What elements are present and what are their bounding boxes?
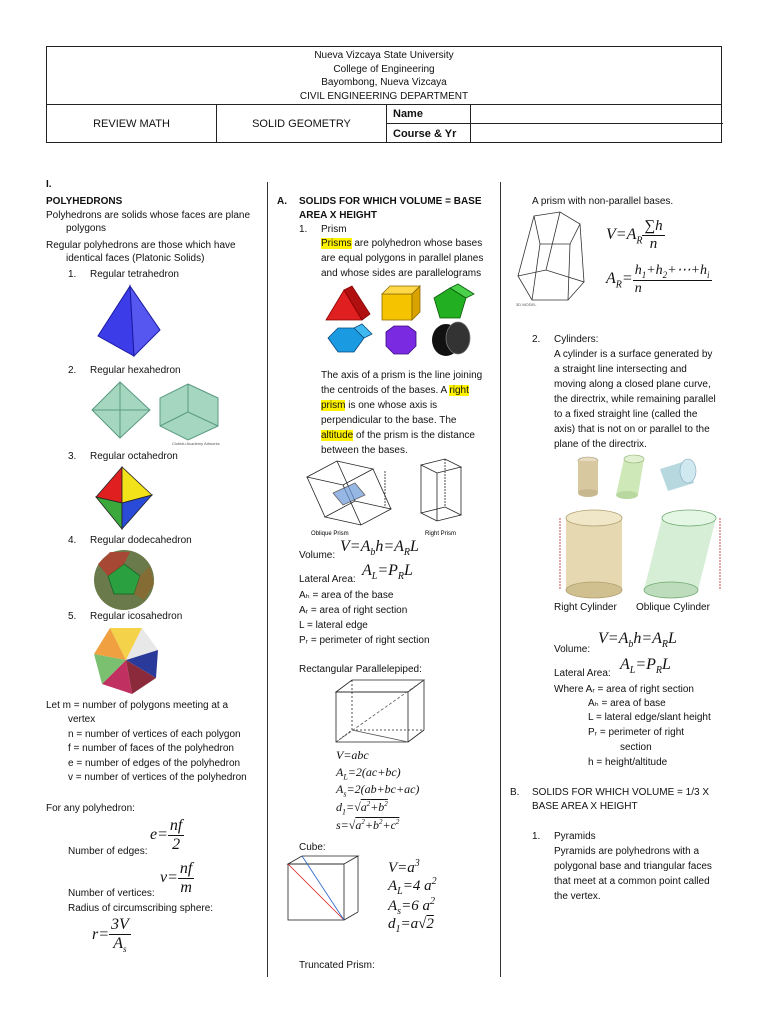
cube-lateral: $A_L=4$ $a^2$ — [388, 876, 437, 897]
cyl-line-7: plane of the directrix. — [554, 439, 647, 450]
parallelepiped-volume: V=abc — [336, 748, 369, 762]
cube-volume: $V=a^3$ — [388, 858, 420, 876]
nonparallel-title: A prism with non-parallel bases. — [532, 196, 674, 207]
lateral-area-label: Lateral Area: — [299, 574, 356, 585]
let-line-1: Let m = number of polygons meeting at a — [46, 700, 229, 711]
volume-label: Volume: — [299, 550, 336, 561]
prism-title: Prism — [321, 224, 347, 235]
cylinder-num: 2. — [532, 334, 541, 345]
cube-diagram — [282, 854, 368, 930]
edges-formula: e= $\frac{nf}{2}$ — [150, 817, 183, 853]
hexahedron-caption: Clobidu Academy Artworks — [172, 441, 220, 446]
tetrahedron-image — [96, 284, 162, 358]
def2-line1: Regular polyhedrons are those which have — [46, 240, 236, 251]
header-title-block — [47, 47, 721, 105]
section-b-title-2: BASE AREA X HEIGHT — [532, 801, 638, 812]
cyl-volume-label: Volume: — [554, 644, 591, 655]
let-line-4: f = number of faces of the polyhedron — [68, 743, 234, 754]
radius-formula: r= $\frac{3V}{A_s}$ — [92, 916, 129, 955]
nonparallel-prism-diagram — [510, 210, 596, 306]
dodecahedron-image — [90, 548, 158, 612]
pyramid-num: 1. — [532, 831, 541, 842]
def-lateral-edge: L = lateral edge — [299, 620, 368, 631]
where-line-5: section — [620, 742, 652, 753]
location: Bayombong, Nueva Vizcaya — [321, 77, 447, 88]
altitude-highlight: altitude — [321, 430, 354, 441]
section-roman: I. — [46, 179, 52, 190]
column-divider-2 — [500, 182, 501, 977]
prism-lateral-formula: $A_L=P_RL$ — [362, 562, 413, 583]
parallelepiped-surface: $A_s=2(ab+bc+ac)$ — [336, 782, 420, 799]
def1-line1: Polyhedrons are solids whose faces are plane — [46, 210, 251, 221]
pyr-line-3: that meet at a common point called — [554, 876, 710, 887]
where-line-2: Aₕ = area of base — [588, 698, 666, 709]
cube-surface: $A_s=6$ $a^2$ — [388, 896, 435, 917]
cube-diagonal: $d_1=a√2$ — [388, 916, 434, 935]
let-line-6: v = number of vertices of the polyhedron — [68, 772, 247, 783]
nonparallel-caption: 3D MODEL — [516, 302, 537, 306]
pyr-line-1: Pyramids are polyhedrons with a — [554, 846, 700, 857]
item-num-3: 3. — [68, 451, 77, 462]
axis-line1: The axis of a prism is the line joining — [321, 370, 483, 381]
pyr-line-4: the vertex. — [554, 891, 601, 902]
header-table — [46, 46, 722, 143]
item-label-hexahedron: Regular hexahedron — [90, 365, 181, 376]
course-label: Course & Yr — [387, 124, 471, 143]
section-a-title-1: SOLIDS FOR WHICH VOLUME = BASE — [299, 196, 482, 207]
name-field[interactable] — [471, 105, 723, 124]
item-label-tetrahedron: Regular tetrahedron — [90, 269, 179, 280]
name-label: Name — [387, 105, 471, 124]
octahedron-image — [92, 465, 156, 531]
prism-def-line3: and whose sides are parallelograms — [321, 268, 482, 279]
oblique-right-prism-diagram — [297, 457, 473, 539]
section-a-letter: A. — [277, 196, 287, 207]
right-prism-caption: Right Prism — [425, 531, 457, 537]
cube-title: Cube: — [299, 842, 326, 853]
cyl-line-6: axis) that is not on or parallel to the — [554, 424, 710, 435]
axis-line6: between the bases. — [321, 445, 408, 456]
axis-line3: prism is one whose axis is — [321, 400, 438, 411]
oblique-prism-caption: Oblique Prism — [311, 531, 349, 537]
pyr-line-2: polygonal base and triangular faces — [554, 861, 712, 872]
axis-line5: altitude of the prism is the distance — [321, 430, 475, 441]
subject-cell: REVIEW MATH — [47, 105, 217, 143]
cyl-lateral-label: Lateral Area: — [554, 668, 611, 679]
where-line-1: Where Aᵣ = area of right section — [554, 684, 694, 695]
parallelepiped-diagram — [332, 676, 436, 748]
parallelepiped-s: $s=√a^2+b^2+c^2$ — [336, 818, 400, 832]
def-base-area: Aₕ = area of the base — [299, 590, 394, 601]
cylinder-title: Cylinders: — [554, 334, 599, 345]
right-oblique-cylinder-diagram — [556, 504, 726, 600]
item-label-dodecahedron: Regular dodecahedron — [90, 535, 192, 546]
prism-def-line1: Prisms are polyhedron whose bases — [321, 238, 483, 249]
parallelepiped-d1: $d_1=√a^2+b^2$ — [336, 800, 388, 817]
rect-parallelepiped-title: Rectangular Parallelepiped: — [299, 664, 422, 675]
section-a-title-2: AREA X HEIGHT — [299, 210, 377, 221]
prism-def-line2: are equal polygons in parallel planes — [321, 253, 484, 264]
prism-shapes-image — [322, 282, 484, 366]
prism-volume-formula: $V=A_bh=A_RL$ — [340, 538, 419, 559]
icosahedron-image — [90, 624, 162, 696]
prisms-highlight: Prisms — [321, 238, 352, 249]
pyramid-title: Pyramids — [554, 831, 596, 842]
cyl-line-5: to a fixed straight line (called the — [554, 409, 698, 420]
item-num-1: 1. — [68, 269, 77, 280]
item-label-octahedron: Regular octahedron — [90, 451, 178, 462]
cylinder-photos — [572, 453, 700, 499]
axis-line2: the centroids of the bases. A right — [321, 385, 469, 396]
course-field[interactable] — [471, 124, 723, 143]
def-perimeter: Pᵣ = perimeter of right section — [299, 635, 430, 646]
item-label-icosahedron: Regular icosahedron — [90, 611, 183, 622]
let-line-3: n = number of vertices of each polygon — [68, 729, 241, 740]
cyl-line-1: A cylinder is a surface generated by — [554, 349, 713, 360]
let-line-2: vertex — [68, 714, 96, 725]
university-name: Nueva Vizcaya State University — [314, 50, 454, 61]
department-name: CIVIL ENGINEERING DEPARTMENT — [299, 90, 469, 102]
vertices-formula: v= $\frac{nf}{m}$ — [160, 860, 193, 896]
right-cylinder-caption: Right Cylinder — [554, 602, 617, 613]
cyl-line-4: the directrix, while remaining parallel — [554, 394, 716, 405]
let-line-5: e = number of edges of the polyhedron — [68, 758, 241, 769]
edges-label: Number of edges: — [68, 846, 148, 857]
section-b-letter: B. — [510, 787, 520, 798]
cylinder-lateral-formula: $A_L=P_RL$ — [620, 656, 671, 677]
nonparallel-ar-formula: $A_R=$ $\frac{h_1+h_2+\cdots+h_i}{n}$ — [606, 263, 710, 296]
any-polyhedron-label: For any polyhedron: — [46, 803, 135, 814]
right-highlight: right — [449, 385, 469, 396]
def2-line2: identical faces (Platonic Solids) — [66, 253, 205, 264]
oblique-cylinder-caption: Oblique Cylinder — [636, 602, 710, 613]
radius-label: Radius of circumscribing sphere: — [68, 903, 214, 914]
prism-num: 1. — [299, 224, 308, 235]
parallelepiped-lateral: $A_L=2(ac+bc)$ — [336, 765, 401, 782]
college-name: College of Engineering — [333, 63, 435, 75]
column-divider-1 — [267, 182, 268, 977]
nonparallel-volume-formula: $V=A_R$ $\frac{\sum h}{n}$ — [606, 218, 663, 252]
axis-line4: perpendicular to the base. The — [321, 415, 457, 426]
vertices-label: Number of vertices: — [68, 888, 155, 899]
prism-highlight: prism — [321, 400, 346, 411]
where-line-6: h = height/altitude — [588, 757, 668, 768]
item-num-4: 4. — [68, 535, 77, 546]
def-right-section: Aᵣ = area of right section — [299, 605, 408, 616]
where-line-4: Pᵣ = perimeter of right — [588, 727, 685, 738]
section-b-title-1: SOLIDS FOR WHICH VOLUME = 1/3 X — [532, 787, 709, 798]
polyhedrons-heading: POLYHEDRONS — [46, 196, 123, 207]
cyl-line-2: a straight line intersecting and — [554, 364, 687, 375]
item-num-5: 5. — [68, 611, 77, 622]
where-line-3: L = lateral edge/slant height — [588, 712, 711, 723]
topic-cell: SOLID GEOMETRY — [217, 105, 387, 143]
hexahedron-image — [90, 380, 222, 446]
item-num-2: 2. — [68, 365, 77, 376]
def1-line2: polygons — [66, 223, 107, 234]
cyl-line-3: moving along a closed plane curve, — [554, 379, 711, 390]
truncated-prism-title: Truncated Prism: — [299, 960, 375, 971]
cylinder-volume-formula: $V=A_bh=A_RL$ — [598, 630, 677, 651]
